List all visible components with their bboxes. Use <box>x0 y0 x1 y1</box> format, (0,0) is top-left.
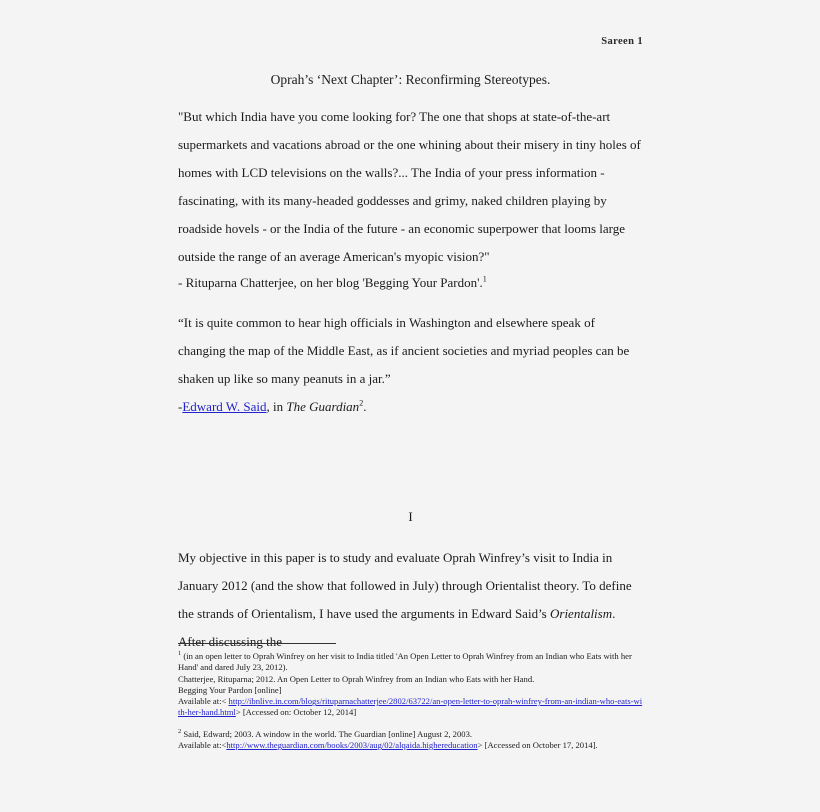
footnote-1-avail-prefix: Available at:< <box>178 696 229 707</box>
guardian-title: The Guardian <box>286 399 360 414</box>
footnote-1 <box>178 651 643 719</box>
body-paragraph <box>178 544 643 656</box>
footnote-1-line-3: Begging Your Pardon [online] <box>178 684 282 695</box>
footnote-2-line-1: Said, Edward; 2003. A window in the world. The Guardian [online] August 2, 2003. <box>181 728 473 739</box>
footnote-1-availability <box>178 696 643 719</box>
footnote-separator-rule <box>178 643 336 644</box>
body-paragraph-part-1: My objective in this paper is to study and evaluate Oprah Winfrey’s visit to India in January 2012 (and the show that followed in July) through Orientalist theory. To define the strands of Orientalism, I have used the arguments in Edward Said’s <box>178 550 632 621</box>
footnote-2-avail-suffix: > [Accessed on October 17, 2014]. <box>477 740 598 751</box>
footnote-2 <box>178 729 643 752</box>
footnote-2-url-link[interactable]: http://www.theguardian.com/books/2003/aug/02/alqaida.highereducation <box>226 740 478 751</box>
footnote-ref-2[interactable]: 2 <box>359 398 364 408</box>
footnote-ref-1[interactable]: 1 <box>482 274 487 284</box>
edward-said-link[interactable]: Edward W. Said <box>182 399 267 414</box>
attribution-connector: , in <box>266 399 287 414</box>
document-content <box>178 103 643 417</box>
orientalism-title: Orientalism <box>550 606 613 621</box>
footnote-1-url-link[interactable]: http://ibnlive.in.com/blogs/rituparnachatterjee/2802/63722/an-open-letter-to-oprah-winfrey-from-an-indian-who-eats-with-her-hand.html <box>178 696 643 718</box>
footnote-2-marker: 2 <box>178 727 182 735</box>
quote-1-attribution <box>178 273 643 293</box>
body-paragraph-part-2: . After discussing the <box>178 606 616 649</box>
footnote-1-line-2: Chatterjee, Rituparna; 2012. An Open Letter to Oprah Winfrey from an Indian who Eats with her Hand. <box>178 673 535 684</box>
attribution-dash: - <box>178 399 183 414</box>
page-title: Oprah’s ‘Next Chapter’: Reconfirming Stereotypes. <box>270 72 551 87</box>
quote-spacer <box>178 293 643 309</box>
block-quote-1: "But which India have you come looking for? The one that shops at state-of-the-art supermarkets and vacations abroad or the one whining about their misery in tiny holes of homes with LCD televisions on the walls?... The India of your press information - fascinating, with its many-headed goddesses and grimy, naked children playing by roadside hovels - or the India of the future - an economic superpower that looms large outside the range of an average American's myopic vision?" <box>178 109 641 264</box>
footnote-2-availability <box>178 740 643 751</box>
quote-2-attribution <box>178 397 643 417</box>
running-header: Sareen 1 <box>601 36 643 47</box>
section-marker: I <box>408 509 413 524</box>
block-quote-2: “It is quite common to hear high officials in Washington and elsewhere speak of changing the map of the Middle East, as if ancient societies and myriad peoples can be shaken up like so many peanuts in a jar.” <box>178 315 630 386</box>
footnote-1-avail-suffix: > [Accessed on: October 12, 2014] <box>235 707 357 718</box>
footnotes-section <box>178 643 643 751</box>
attribution-period: . <box>363 399 367 414</box>
footnote-1-line-1: (in an open letter to Oprah Winfrey on her visit to India titled 'An Open Letter to Oprah Winfrey from an Indian who Eats with her Hand' and dared July 23, 2012). <box>178 651 632 673</box>
footnote-1-marker: 1 <box>178 650 182 658</box>
quote-1-attribution-text: - Rituparna Chatterjee, on her blog 'Begging Your Pardon'. <box>178 275 483 290</box>
footnote-2-avail-prefix: Available at:< <box>178 740 227 751</box>
